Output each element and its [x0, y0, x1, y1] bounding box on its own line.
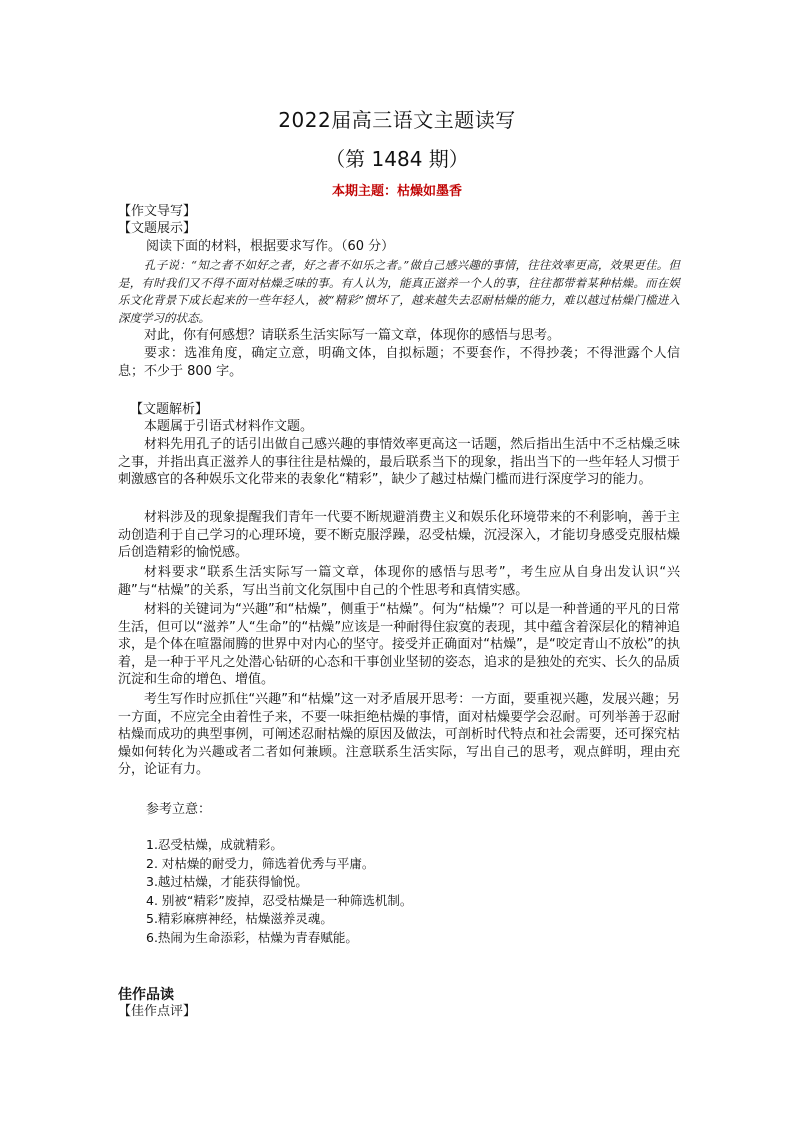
document-title: 2022届高三语文主题读写	[278, 108, 516, 132]
list-item: 6.热闹为生命添彩，枯燥为青春赋能。	[146, 929, 358, 945]
guide-section-label: 【作文导写】	[118, 204, 197, 219]
list-item: 5.精彩麻痹神经，枯燥滋养灵魂。	[146, 911, 333, 927]
essay-comment-label: 【佳作点评】	[118, 1004, 197, 1019]
list-item: 1.忍受枯燥，成就精彩。	[146, 837, 283, 852]
reference-label: 参考立意：	[146, 802, 212, 817]
analysis-paragraph: 本题属于引语式材料作文题。	[144, 419, 314, 434]
featured-essays-heading: 佳作品读	[118, 987, 174, 1003]
analysis-paragraph: 考生写作时应抓住“兴趣”和“枯燥”这一对矛盾展开思考：一方面，要重视兴趣，发展兴趣；另一方面，不应完全由着性子来，不要一味拒绝枯燥的事情，面对枯燥要学会忍耐。可列举善于忍耐枯燥而成功的典型事例，可阐述忍耐枯燥的原因及做法，可剖析时代特点和社会需要，还可探究枯燥如何转化为兴趣或者二者如何兼顾。注意联系生活实际，写出自己的思考，观点鲜明，理由充分，论证有力。	[118, 692, 680, 778]
prompt-requirement: 要求：选准角度，确定立意，明确文体，自拟标题；不要套作，不得抄袭；不得泄露个人信息；不少于 800 字。	[118, 346, 680, 379]
analysis-section-label: 【文题解析】	[130, 402, 209, 417]
list-item: 3.越过枯燥，才能获得愉悦。	[146, 874, 308, 890]
prompt-question: 对此，你有何感想？请联系生活实际写一篇文章，体现你的感悟与思考。	[144, 328, 561, 343]
analysis-paragraph: 材料要求“联系生活实际写一篇文章，体现你的感悟与思考”，考生应从自身出发认识“兴趣”与“枯燥”的关系，写出当前文化氛围中自己的个性思考和真情实感。	[118, 565, 680, 598]
issue-theme: 本期主题：枯燥如墨香	[331, 184, 462, 199]
list-item: 4. 别被“精彩”废掉，忍受枯燥是一种筛选机制。	[146, 892, 413, 908]
analysis-paragraph: 材料涉及的现象提醒我们青年一代要不断规避消费主义和娱乐化环境带来的不利影响，善于主动创造利于自己学习的心理环境，要不断克服浮躁，忍受枯燥，沉浸深入，才能切身感受克服枯燥后创造精彩的愉悦感。	[118, 510, 680, 561]
list-item: 2. 对枯燥的耐受力，筛选着优秀与平庸。	[146, 855, 375, 871]
analysis-paragraph: 材料的关键词为“兴趣”和“枯燥”，侧重于“枯燥”。何为“枯燥”？可以是一种普通的平凡的日常生活，但可以“滋养”人“生命”的“枯燥”应该是一种耐得住寂寞的表现，其中蕴含着深层化的精神追求，是个体在喧嚣闹腾的世界中对内心的坚守。接受并正确面对“枯燥”，是“咬定青山不放松”的执着，是一种于平凡之处潜心钻研的心态和干事创业坚韧的姿态，追求的是独处的充实、长久的品质沉淀和生命的增色、增值。	[118, 602, 680, 688]
analysis-paragraph: 材料先用孔子的话引出做自己感兴趣的事情效率更高这一话题，然后指出生活中不乏枯燥乏味之事，并指出真正滋养人的事往往是枯燥的，最后联系当下的现象，指出当下的一些年轻人习惯于刺激感官的各种娱乐文化带来的表象化“精彩”，缺少了越过枯燥门槛而进行深度学习的能力。	[118, 437, 680, 488]
prompt-instruction: 阅读下面的材料，根据要求写作。（60 分）	[146, 239, 395, 254]
issue-number: （第 1484 期）	[325, 147, 469, 171]
prompt-section-label: 【文题展示】	[118, 221, 197, 236]
reference-list	[146, 836, 412, 948]
prompt-quote: 孔子说：“知之者不如好之者，好之者不如乐之者。”做自己感兴趣的事情，往往效率更高，效果更佳。但是，有时我们又不得不面对枯燥乏味的事。有人认为，能真正滋养一个人的事，往往都带着某种枯燥。而在娱乐文化背景下成长起来的一些年轻人，被“精彩”惯坏了，越来越失去忍耐枯燥的能力，难以越过枯燥门槛进入深度学习的状态。	[118, 258, 680, 325]
